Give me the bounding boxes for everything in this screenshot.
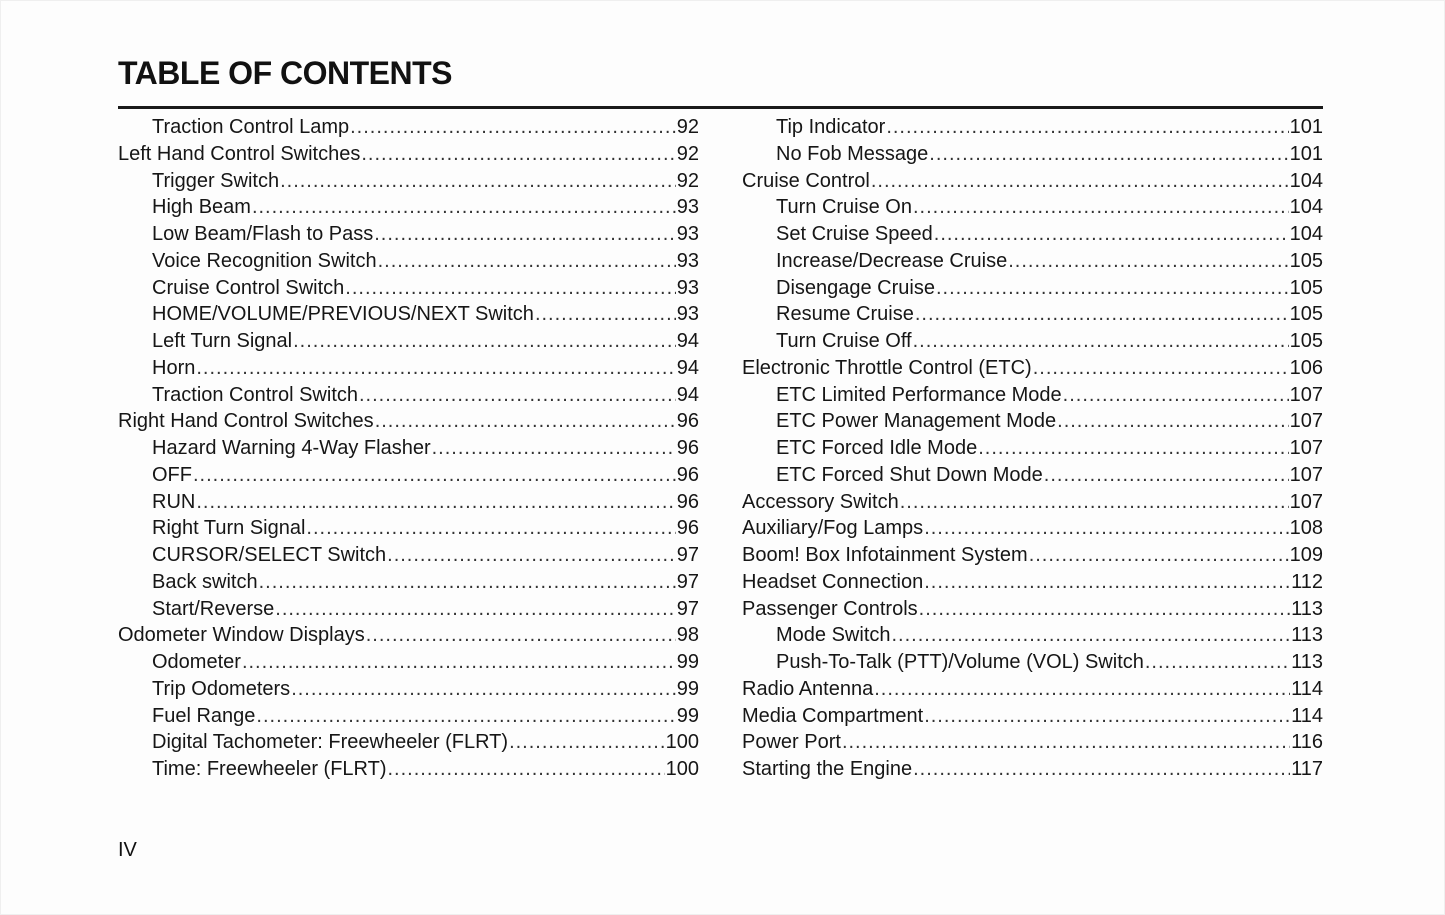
toc-entry-page: 112 [1291, 570, 1323, 593]
toc-left-column [118, 114, 699, 783]
toc-entry-page: 109 [1289, 544, 1323, 566]
dot-leader [280, 168, 676, 195]
dot-leader [387, 542, 676, 569]
toc-entry-label: Low Beam/Flash to Pass [152, 223, 374, 245]
toc-entry-label: Radio Antenna [742, 677, 874, 700]
toc-entry-page: 94 [676, 383, 699, 406]
toc-entry[interactable] [742, 676, 1323, 703]
toc-entry-label: Disengage Cruise [776, 276, 935, 299]
toc-entry-label: Increase/Decrease Cruise [776, 249, 1008, 272]
toc-entry-label: Back switch [152, 570, 258, 593]
dot-leader [924, 569, 1290, 596]
dot-leader [378, 248, 676, 275]
toc-subentry[interactable] [118, 435, 699, 462]
toc-entry-page: 93 [676, 303, 699, 326]
toc-entry-label: Digital Tachometer: Freewheeler (FLRT) [152, 731, 509, 754]
toc-entry-page: 92 [676, 116, 699, 138]
toc-subentry[interactable] [742, 248, 1323, 275]
toc-subentry[interactable] [742, 275, 1323, 302]
toc-entry-label: Right Hand Control Switches [118, 410, 374, 433]
toc-entry-label: Start/Reverse [152, 597, 275, 620]
toc-subentry[interactable] [742, 301, 1323, 328]
toc-entry-label: Power Port [742, 731, 841, 754]
dot-leader [259, 569, 676, 596]
toc-entry-page: 114 [1291, 677, 1323, 700]
toc-entry-label: Mode Switch [776, 624, 891, 647]
toc-entry[interactable] [742, 703, 1323, 730]
toc-subentry[interactable] [118, 649, 699, 676]
toc-entry-page: 100 [665, 758, 699, 780]
toc-entry-page: 113 [1291, 624, 1323, 647]
toc-subentry[interactable] [118, 462, 699, 489]
dot-leader [306, 515, 675, 542]
toc-subentry[interactable] [118, 489, 699, 516]
toc-entry-label: RUN [152, 490, 196, 513]
toc-subentry[interactable] [118, 194, 699, 221]
page-number: IV [118, 839, 137, 861]
toc-entry-page: 116 [1291, 731, 1323, 754]
toc-entry-label: Headset Connection [742, 570, 924, 593]
dot-leader [1057, 408, 1288, 435]
toc-entry-label: Horn [152, 356, 196, 379]
toc-entry-page: 93 [676, 276, 699, 299]
dot-leader [252, 194, 676, 221]
dot-leader [535, 301, 676, 328]
toc-entry-label: Trigger Switch [152, 169, 280, 192]
toc-entry-page: 98 [676, 624, 699, 647]
toc-entry-page: 96 [676, 463, 699, 486]
toc-entry-label: Cruise Control [742, 169, 870, 192]
toc-entry-page: 101 [1289, 142, 1323, 165]
toc-entry-label: Accessory Switch [742, 490, 899, 513]
dot-leader [929, 141, 1288, 168]
dot-leader [871, 168, 1289, 195]
dot-leader [900, 489, 1289, 516]
toc-entry-page: 104 [1289, 169, 1323, 192]
dot-leader [1008, 248, 1288, 275]
toc-entry-label: Trip Odometers [152, 677, 291, 700]
toc-entry-label: ETC Forced Idle Mode [776, 437, 978, 459]
toc-entry-page: 96 [676, 517, 699, 540]
toc-entry-page: 105 [1289, 330, 1323, 352]
toc-entry-label: ETC Forced Shut Down Mode [776, 463, 1043, 486]
toc-entry-page: 99 [676, 677, 699, 700]
toc-subentry[interactable] [118, 301, 699, 328]
toc-entry-label: ETC Limited Performance Mode [776, 383, 1062, 406]
dot-leader [374, 221, 676, 248]
toc-subentry[interactable] [742, 141, 1323, 168]
toc-entry[interactable] [742, 515, 1323, 542]
toc-entry-page: 97 [676, 570, 699, 593]
dot-leader [1044, 462, 1289, 489]
dot-leader [359, 382, 676, 409]
toc-subentry[interactable] [742, 221, 1323, 248]
dot-leader [275, 596, 675, 623]
toc-entry[interactable] [742, 489, 1323, 516]
toc-entry[interactable] [742, 729, 1323, 756]
dot-leader [978, 435, 1288, 462]
dot-leader [375, 408, 676, 435]
toc-entry-label: Set Cruise Speed [776, 223, 933, 245]
dot-leader [196, 489, 675, 516]
toc-entry-page: 105 [1289, 303, 1323, 326]
toc-entry-page: 105 [1289, 276, 1323, 299]
toc-entry-page: 93 [676, 196, 699, 219]
toc-entry-page: 107 [1289, 463, 1323, 486]
toc-subentry[interactable] [742, 462, 1323, 489]
toc-entry-page: 104 [1289, 196, 1323, 219]
toc-subentry[interactable] [118, 168, 699, 195]
toc-entry[interactable] [118, 622, 699, 649]
toc-subentry[interactable] [742, 328, 1323, 355]
toc-entry[interactable] [742, 168, 1323, 195]
toc-entry-page: 114 [1291, 704, 1323, 727]
toc-entry-page: 97 [676, 597, 699, 620]
dot-leader [242, 649, 676, 676]
toc-subentry[interactable] [118, 221, 699, 248]
toc-entry-page: 94 [676, 356, 699, 379]
toc-entry-label: Cruise Control Switch [152, 276, 345, 299]
toc-entry-page: 104 [1289, 223, 1323, 245]
toc-entry-page: 117 [1291, 758, 1323, 780]
toc-entry-page: 113 [1291, 597, 1323, 620]
toc-subentry[interactable] [118, 248, 699, 275]
toc-entry-label: Electronic Throttle Control (ETC) [742, 356, 1032, 379]
dot-leader [432, 435, 676, 462]
toc-entry-label: Starting the Engine [742, 758, 913, 780]
dot-leader [936, 275, 1289, 302]
toc-entry[interactable] [742, 355, 1323, 382]
dot-leader [886, 114, 1288, 141]
toc-entry-label: ETC Power Management Mode [776, 410, 1057, 433]
page-title: TABLE OF CONTENTS [118, 55, 452, 91]
dot-leader [874, 676, 1290, 703]
toc-entry-label: Boom! Box Infotainment System [742, 544, 1028, 566]
toc-entry-label: Time: Freewheeler (FLRT) [152, 758, 387, 780]
toc-subentry[interactable] [118, 703, 699, 730]
toc-entry-page: 106 [1289, 356, 1323, 379]
dot-leader [913, 194, 1289, 221]
toc-entry-page: 93 [676, 249, 699, 272]
toc-entry-label: Left Hand Control Switches [118, 142, 361, 165]
dot-leader [350, 114, 676, 141]
toc-subentry[interactable] [742, 382, 1323, 409]
dot-leader [1033, 355, 1289, 382]
toc-entry-label: Turn Cruise Off [776, 330, 912, 352]
toc-subentry[interactable] [742, 649, 1323, 676]
toc-entry-page: 107 [1289, 410, 1323, 433]
toc-entry-page: 97 [676, 544, 699, 566]
toc-entry-label: Tip Indicator [776, 116, 886, 138]
dot-leader [366, 622, 676, 649]
toc-entry-label: Auxiliary/Fog Lamps [742, 517, 924, 540]
toc-entry-label: Traction Control Switch [152, 383, 358, 406]
toc-entry-page: 107 [1289, 490, 1323, 513]
toc-subentry[interactable] [742, 194, 1323, 221]
toc-entry-page: 93 [676, 223, 699, 245]
toc-entry-page: 94 [676, 330, 699, 352]
toc-entry-page: 107 [1289, 383, 1323, 406]
dot-leader [196, 355, 675, 382]
dot-leader [919, 596, 1290, 623]
toc-entry-page: 99 [676, 651, 699, 673]
toc-right-column [742, 114, 1323, 783]
toc-subentry[interactable] [118, 382, 699, 409]
toc-subentry[interactable] [742, 435, 1323, 462]
toc-entry-label: Fuel Range [152, 704, 256, 727]
toc-subentry[interactable] [118, 114, 699, 141]
dot-leader [345, 275, 675, 302]
toc-entry[interactable] [742, 542, 1323, 569]
toc-subentry[interactable] [118, 596, 699, 623]
toc-entry-label: Push-To-Talk (PTT)/Volume (VOL) Switch [776, 651, 1144, 673]
dot-leader [361, 141, 675, 168]
toc-subentry[interactable] [118, 569, 699, 596]
dot-leader [842, 729, 1290, 756]
toc-entry[interactable] [742, 756, 1323, 783]
toc-entry-page: 92 [676, 169, 699, 192]
dot-leader [388, 756, 665, 783]
toc-entry-label: Voice Recognition Switch [152, 249, 377, 272]
dot-leader [1145, 649, 1290, 676]
dot-leader [293, 328, 676, 355]
dot-leader [1029, 542, 1289, 569]
toc-entry-page: 108 [1289, 517, 1323, 540]
toc-entry[interactable] [742, 596, 1323, 623]
toc-entry[interactable] [118, 408, 699, 435]
toc-entry-page: 96 [676, 437, 699, 459]
toc-entry-page: 101 [1289, 116, 1323, 138]
toc-subentry[interactable] [118, 328, 699, 355]
toc-entry-label: High Beam [152, 196, 251, 219]
toc-entry-label: Resume Cruise [776, 303, 914, 326]
toc-entry-label: Left Turn Signal [152, 330, 293, 352]
dot-leader [291, 676, 676, 703]
toc-entry-label: Odometer [152, 651, 241, 673]
toc-entry-page: 92 [676, 142, 699, 165]
dot-leader [256, 703, 675, 730]
toc-subentry[interactable] [742, 114, 1323, 141]
toc-entry-page: 99 [676, 704, 699, 727]
toc-entry-label: Hazard Warning 4-Way Flasher [152, 437, 431, 459]
toc-subentry[interactable] [118, 355, 699, 382]
toc-subentry[interactable] [118, 676, 699, 703]
dot-leader [924, 703, 1290, 730]
toc-entry-label: Media Compartment [742, 704, 924, 727]
toc-entry-label: Right Turn Signal [152, 517, 306, 540]
toc-entry-page: 113 [1291, 651, 1323, 673]
toc-entry[interactable] [118, 141, 699, 168]
toc-entry[interactable] [742, 569, 1323, 596]
toc-entry-label: HOME/VOLUME/PREVIOUS/NEXT Switch [152, 303, 534, 326]
toc-subentry[interactable] [742, 408, 1323, 435]
dot-leader [915, 301, 1289, 328]
dot-leader [924, 515, 1288, 542]
toc-subentry[interactable] [118, 542, 699, 569]
toc-subentry[interactable] [118, 515, 699, 542]
dot-leader [934, 221, 1289, 248]
toc-subentry[interactable] [118, 275, 699, 302]
toc-entry-page: 107 [1289, 437, 1323, 459]
dot-leader [193, 462, 676, 489]
toc-entry-label: Turn Cruise On [776, 196, 912, 219]
toc-subentry[interactable] [118, 756, 699, 783]
dot-leader [509, 729, 665, 756]
toc-entry-label: Traction Control Lamp [152, 116, 350, 138]
toc-entry-label: CURSOR/SELECT Switch [152, 544, 387, 566]
dot-leader [1063, 382, 1289, 409]
toc-entry-label: No Fob Message [776, 142, 929, 165]
toc-entry-label: Odometer Window Displays [118, 624, 365, 647]
toc-subentry[interactable] [742, 622, 1323, 649]
toc-subentry[interactable] [118, 729, 699, 756]
toc-entry-page: 96 [676, 490, 699, 513]
toc-entry-label: Passenger Controls [742, 597, 918, 620]
dot-leader [913, 756, 1290, 783]
dot-leader [892, 622, 1291, 649]
toc-entry-page: 105 [1289, 249, 1323, 272]
toc-entry-page: 96 [676, 410, 699, 433]
dot-leader [913, 328, 1289, 355]
toc-entry-label: OFF [152, 463, 192, 486]
title-divider [118, 106, 1323, 109]
toc-entry-page: 100 [665, 731, 699, 754]
